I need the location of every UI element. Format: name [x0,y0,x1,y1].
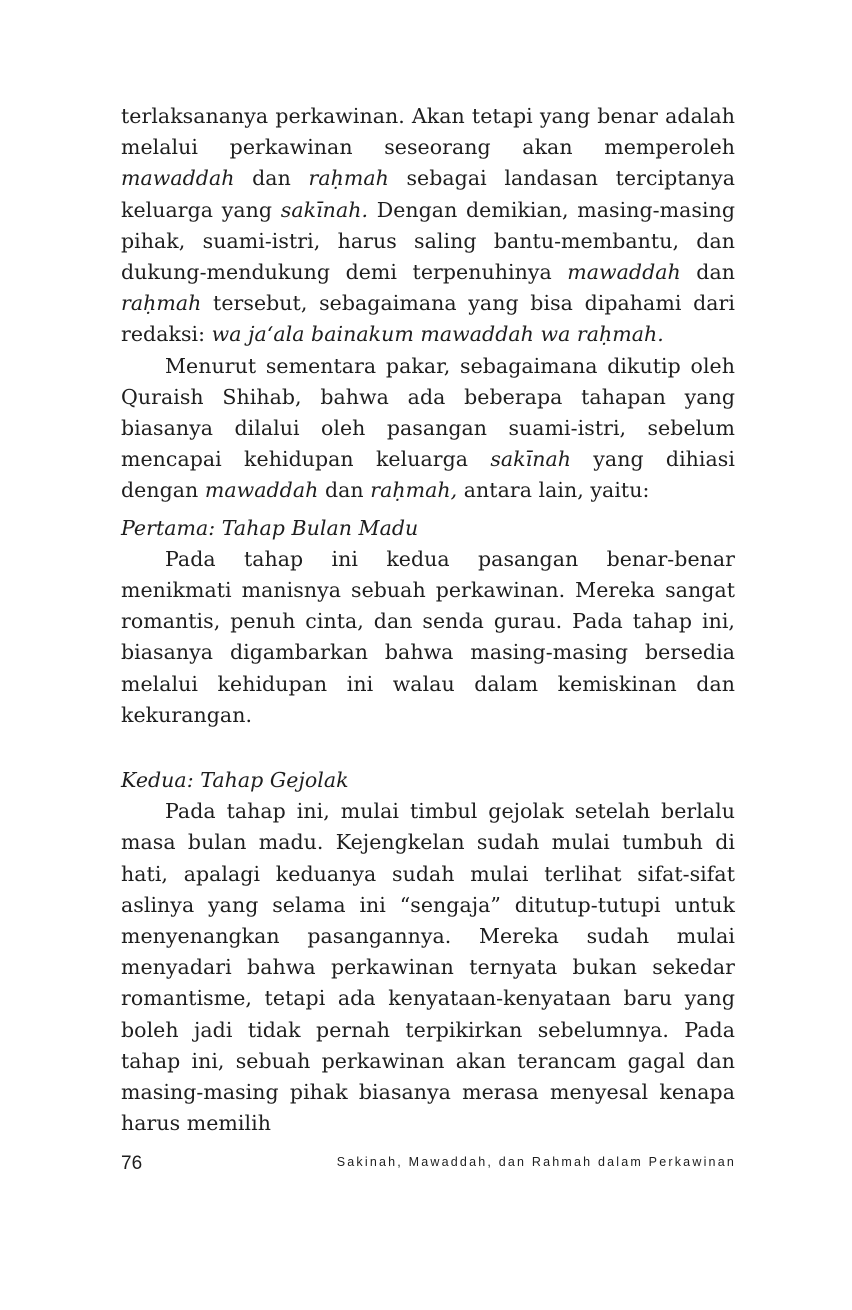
body-text [121,101,735,1140]
term-sakinah: sakīnah. [280,197,369,222]
term-mawaddah: mawaddah [567,260,681,285]
quran-quote: wa ja‘ala bainakum mawaddah wa raḥmah. [211,322,664,347]
section-heading-bulan-madu: Pertama: Tahap Bulan Madu [121,515,419,540]
paragraph-stages-intro: Menurut sementara pakar, sebagaimana dikutip oleh Quraish Shihab, bahwa ada beberapa tahapan yang biasanya dilalui oleh pasangan suami-istri, sebelum mencapai kehidupan keluarga sakīnah yang dihiasi dengan mawaddah dan raḥmah, antara lain, yaitu: [121,353,735,503]
term-rahmah: raḥmah [121,291,202,316]
section-heading-gejolak: Kedua: Tahap Gejolak [121,768,349,793]
term-sakinah: sakīnah [490,447,572,472]
term-mawaddah: mawaddah [204,478,319,503]
paragraph-bulan-madu: Pada tahap ini kedua pasangan benar-benar menikmati manisnya sebuah perkawinan. Mereka sangat romantis, penuh cinta, dan senda gurau. Pada tahap ini, biasanya digambarkan bahwa masing-masing bersedia melalui kehidupan ini walau dalam kemiskinan dan kekurangan. [121,546,735,727]
paragraph-gejolak: Pada tahap ini, mulai timbul gejolak setelah berlalu masa bulan madu. Kejengkelan sudah mulai tumbuh di hati, apalagi keduanya sudah mulai terlihat sifat-sifat aslinya yang selama ini “sengaja” ditutup-tutupi untuk menyenangkan pasangannya. Mereka sudah mulai menyadari bahwa perkawinan ternyata bukan sekedar romantisme, tetapi ada kenyataan-kenyataan baru yang boleh jadi tidak pernah terpikirkan sebelumnya. Pada tahap ini, sebuah perkawinan akan terancam gagal dan masing-masing pihak biasanya merasa menyesal kenapa harus memilih [121,799,735,1136]
paragraph-continuation: terlaksananya perkawinan. Akan tetapi yang benar adalah melalui perkawinan seseorang akan memperoleh mawaddah dan raḥmah sebagai landasan terciptanya keluarga yang sakīnah. Dengan demikian, masing-masing pihak, suami-istri, harus saling bantu-membantu, dan dukung-mendukung demi terpenuhinya mawaddah dan raḥmah tersebut, sebagaimana yang bisa dipahami dari redaksi: wa ja‘ala bainakum mawaddah wa raḥmah. [121,104,735,347]
term-rahmah: raḥmah, [370,478,458,503]
term-mawaddah: mawaddah [121,166,235,191]
term-rahmah: raḥmah [308,166,389,191]
running-title: Sakinah, Mawaddah, dan Rahmah dalam Perkawinan [336,1155,736,1169]
page-number: 76 [121,1153,143,1174]
